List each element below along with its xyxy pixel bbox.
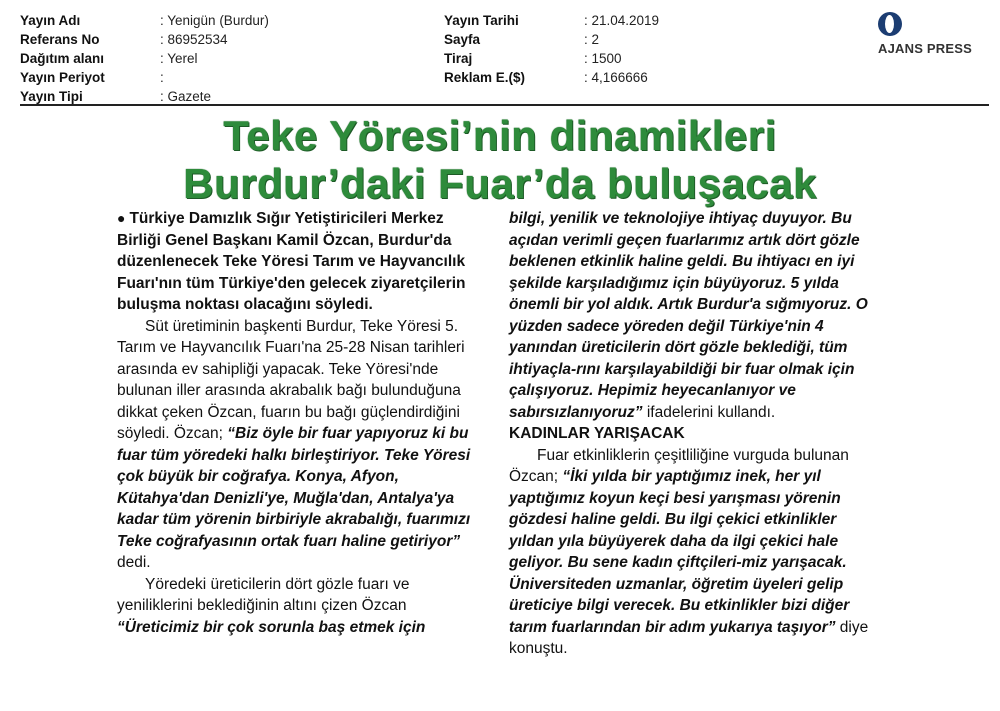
publication-meta-left (20, 11, 269, 106)
meta-value: : 4,166666 (584, 70, 648, 85)
meta-value: : 86952534 (160, 32, 228, 47)
meta-label: Yayın Periyot (20, 70, 105, 85)
ajans-press-logo-icon (878, 12, 902, 36)
meta-value: : Yenigün (Burdur) (160, 13, 269, 28)
paragraph-1 (117, 316, 479, 574)
publication-meta-right (444, 11, 659, 87)
meta-label: Sayfa (444, 32, 481, 47)
quote-2-start: “Üreticimiz bir çok sorunla baş etmek için (117, 618, 426, 636)
meta-label: Reklam E.($) (444, 70, 526, 85)
article-column-1 (117, 208, 479, 638)
bullet-icon: ● (117, 210, 126, 226)
headline-line-2: Burdur’daki Fuar’da buluşacak (183, 160, 817, 207)
meta-value: : 2 (584, 32, 600, 47)
meta-label: Yayın Tipi (20, 89, 83, 104)
meta-row (20, 30, 269, 49)
meta-value: : (160, 70, 164, 85)
headline-line-1: Teke Yöresi’nin dinamikleri (223, 112, 777, 159)
article-lead (117, 208, 479, 316)
lead-text: Türkiye Damızlık Sığır Yetiştiricileri Merkez Birliği Genel Başkanı Kamil Özcan, Burdur'da düzenlenecek Teke Yöresi Tarım ve Hayvancılık Fuarı'nın tüm Türkiye'den gelecek ziyaretçilerin buluşma noktası olacağını söyledi. (117, 210, 466, 313)
logo-text: AJANS PRESS (878, 41, 972, 56)
meta-label: Yayın Adı (20, 13, 81, 28)
meta-label: Dağıtım alanı (20, 51, 105, 66)
meta-row (20, 68, 269, 87)
quote-2-end: bilgi, yenilik ve teknolojiye ihtiyaç duyuyor. Bu açıdan verimli geçen fuarlarımız artık dört gözle beklenen etkinlik haline geldi. Bu ihtiyacı en iyi şekilde karşıladığımız için büyüyoruz. 5 yılda önemli bir yol aldık. Artık Burdur'a sığmıyoruz. O yüzden sadece yöreden değil Türkiye'nin 4 yanından üreticilerin dört gözle beklediği, tüm ihtiyaçla-rını karşılayabildiği bir fuar olmak için çalışıyoruz. Hepimiz heyecanlanıyor ve sabırsızlanıyoruz” (509, 210, 868, 421)
paragraph-text: dedi. (117, 554, 151, 571)
quote-3: “İki yılda bir yaptığımız inek, her yıl yaptığımız koyun keçi besi yarışması yörenin gözdesi haline geldi. Bu ilgi çekici etkinlikler yıldan yıla büyüyerek daha da ilgi çekici hale geliyor. Bu sene kadın çiftçileri-miz yarışacak. Üniversiteden uzmanlar, öğretim üyeleri gelip üreticiye bilgi verecek. Bu etkinlikler bizi diğer tarım fuarlarından bir adım yukarıya taşıyor” (509, 468, 850, 636)
paragraph-text: Fuar etkinliklerin çeşitliliğine vurguda bulunan Özcan; (509, 446, 849, 485)
meta-row (444, 30, 659, 49)
section-subheading: KADINLAR YARIŞACAK (509, 425, 685, 442)
meta-value: : Gazete (160, 89, 212, 104)
paragraph-3 (509, 445, 879, 660)
meta-value: : 21.04.2019 (584, 13, 660, 28)
meta-value: : 1500 (584, 51, 622, 66)
article-headline (0, 112, 1000, 208)
meta-row (444, 68, 659, 87)
meta-row (20, 49, 269, 68)
paragraph-2-continued (509, 208, 879, 423)
paragraph-text: ifadelerini kullandı. (642, 403, 776, 421)
quote-1: “Biz öyle bir fuar yapıyoruz ki bu fuar tüm yöredeki halkı birleştiriyor. Teke Yöresi çok büyük bir coğrafya. Konya, Afyon, Kütahya'dan Denizli'ye, Muğla'dan, Antalya'ya kadar tüm yörenin birbiriyle akrabalığı, fuarımızı Teke coğrafyasının ortak fuarı haline getiriyor” (117, 425, 471, 550)
paragraph-2 (117, 574, 479, 639)
article-column-2 (509, 208, 879, 660)
meta-row (20, 11, 269, 30)
header-divider (20, 104, 989, 106)
meta-value: : Yerel (160, 51, 198, 66)
meta-label: Yayın Tarihi (444, 13, 519, 28)
paragraph-text: Süt üretiminin başkenti Burdur, Teke Yöresi 5. Tarım ve Hayvancılık Fuarı'na 25-28 Nisan tarihleri arasında ev sahipliği yapacak. Teke Yöresi'nde bulunan iller arasında akrabalık bağı bulunduğuna dikkat çeken Özcan, fuarın bu bağı güçlendirdiğini söyledi. Özcan; (117, 317, 465, 442)
meta-label: Referans No (20, 32, 100, 47)
ajans-press-logo (878, 10, 990, 58)
meta-row (444, 11, 659, 30)
meta-label: Tiraj (444, 51, 473, 66)
paragraph-text: diye konuştu. (509, 618, 869, 657)
paragraph-text: Yöredeki üreticilerin dört gözle fuarı ve yeniliklerini beklediğinin altını çizen Özcan (117, 575, 410, 614)
meta-row (444, 49, 659, 68)
